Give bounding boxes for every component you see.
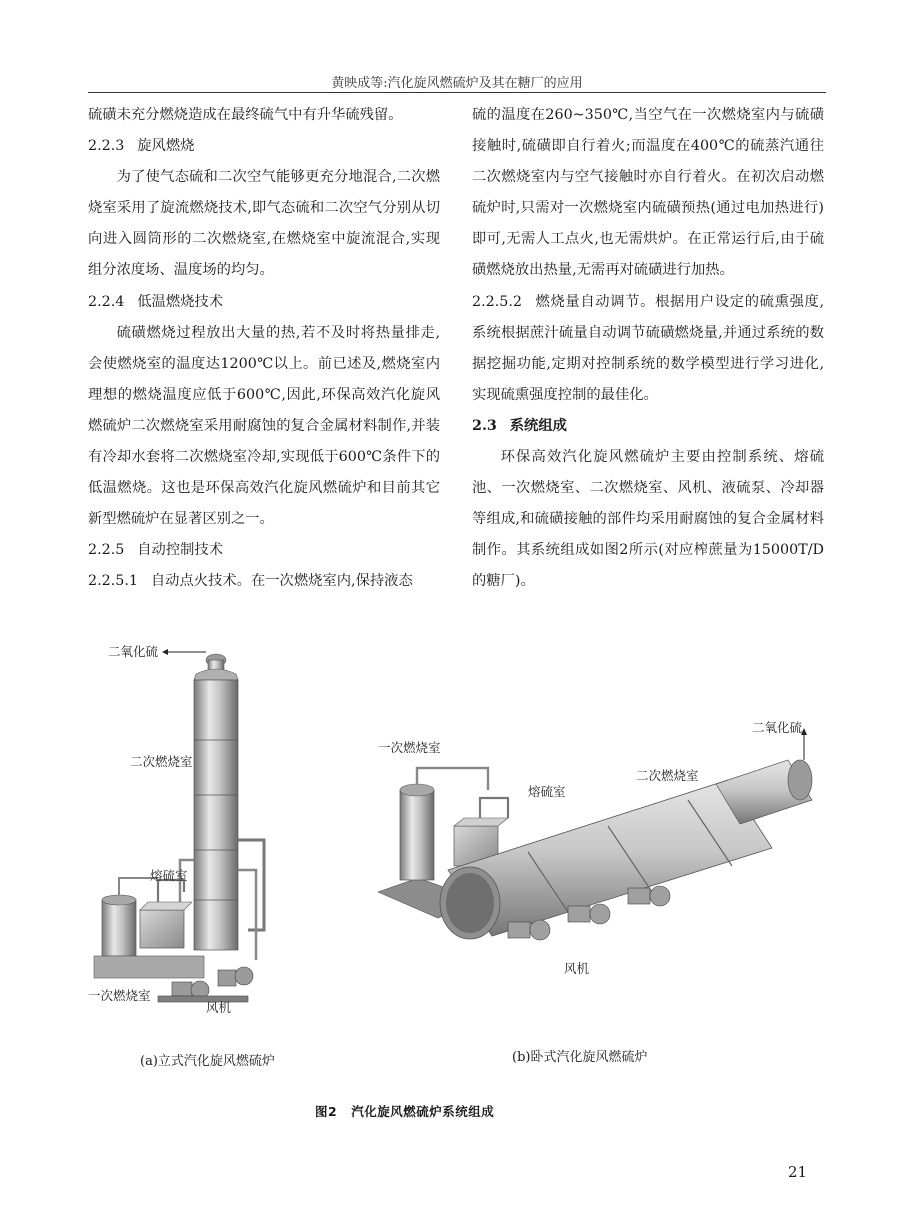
section-heading-2-2-4 [88,287,440,318]
section-heading-2-2-5 [88,535,440,566]
caption-a: (a)立式汽化旋风燃硫炉 [140,1054,275,1069]
paragraph: 硫的温度在260~350℃,当空气在一次燃烧室内与硫磺接触时,硫磺即自行着火;而温度在400℃的硫蒸汽通往二次燃烧室内与空气接触时亦自行着火。在初次启动燃硫炉时,只需对一次燃烧室内硫磺预热(通过电加热进行)即可,无需人工点火,也无需烘炉。在正常运行后,由于硫磺燃烧放出热量,无需再对硫磺进行加热。 [472,107,824,279]
paragraph-2-2-5-1 [88,566,440,597]
label-b-so2: 二氧化硫 [752,720,803,735]
paragraph: 环保高效汽化旋风燃硫炉主要由控制系统、熔硫池、一次燃烧室、二次燃烧室、风机、液硫泵、冷却器等组成,和硫磺接触的部件均采用耐腐蚀的复合金属材料制作。其系统组成如图2所示(对应榨蔗量为15000T/D的糖厂)。 [472,449,824,590]
paragraph: 为了使气态硫和二次空气能够更充分地混合,二次燃烧室采用了旋流燃烧技术,即气态硫和二次空气分别从切向进入圆筒形的二次燃烧室,在燃烧室中旋流混合,实现组分浓度场、温度场的均匀。 [88,169,440,279]
paragraph-text: 自动点火技术。在一次燃烧室内,保持液态 [150,573,413,590]
label-a-so2: 二氧化硫 [108,644,159,659]
caption-b: (b)卧式汽化旋风燃硫炉 [512,1050,648,1065]
figure-caption [315,1102,494,1120]
page-number: 21 [788,1163,808,1181]
label-a-melter: 熔硫室 [150,868,188,883]
section-heading-2-2-3 [88,131,440,162]
figure-illustration [88,630,828,1040]
horizontal-furnace-drawing [378,720,812,976]
label-b-melter: 熔硫室 [528,784,566,799]
paragraph-text: 燃烧量自动调节。根据用户设定的硫熏强度,系统根据蔗汁硫量自动调节硫磺燃烧量,并通过系统的数据挖掘功能,定期对控制系统的数学模型进行学习进化,实现硫熏强度控制的最佳化。 [472,293,824,403]
figure-2 [88,630,828,1090]
label-a-fan: 风机 [206,1000,232,1015]
figure-number: 图2 [315,1104,338,1119]
section-number: 2.2.3 [88,138,125,155]
section-heading-2-3 [472,411,824,442]
label-b-secondary: 二次燃烧室 [636,768,699,783]
figure-title: 汽化旋风燃硫炉系统组成 [351,1104,495,1119]
paragraph: 硫磺燃烧过程放出大量的热,若不及时将热量排走,会使燃烧室的温度达1200℃以上。前已述及,燃烧室内理想的燃烧温度应低于600℃,因此,环保高效汽化旋风燃硫炉二次燃烧室采用耐腐蚀的复合金属材料制作,并装有冷却水套将二次燃烧室冷却,实现低于600℃条件下的低温燃烧。这也是环保高效汽化旋风燃硫炉和目前其它新型燃硫炉在显著区别之一。 [88,324,440,528]
label-a-primary: 一次燃烧室 [88,988,151,1003]
paragraph-2-2-5-2 [472,287,824,411]
section-number: 2.2.5.1 [88,573,139,590]
label-b-fan: 风机 [564,961,590,976]
section-title: 自动控制技术 [137,542,224,559]
section-number: 2.2.5 [88,542,125,559]
running-head: 黄映成等:汽化旋风燃硫炉及其在糖厂的应用 [331,76,583,91]
section-number: 2.2.4 [88,293,125,310]
section-title: 旋风燃烧 [137,138,195,155]
left-column [88,100,440,598]
section-number: 2.2.5.2 [472,293,523,310]
section-title: 系统组成 [509,417,567,434]
section-title: 低温燃烧技术 [137,293,224,310]
label-b-primary: 一次燃烧室 [378,740,441,755]
right-column [472,100,824,598]
header-rule [88,92,826,93]
label-a-secondary: 二次燃烧室 [130,754,193,769]
paragraph: 硫磺未充分燃烧造成在最终硫气中有升华硫残留。 [88,107,403,123]
vertical-furnace-drawing [88,644,264,1015]
section-number: 2.3 [472,417,497,434]
